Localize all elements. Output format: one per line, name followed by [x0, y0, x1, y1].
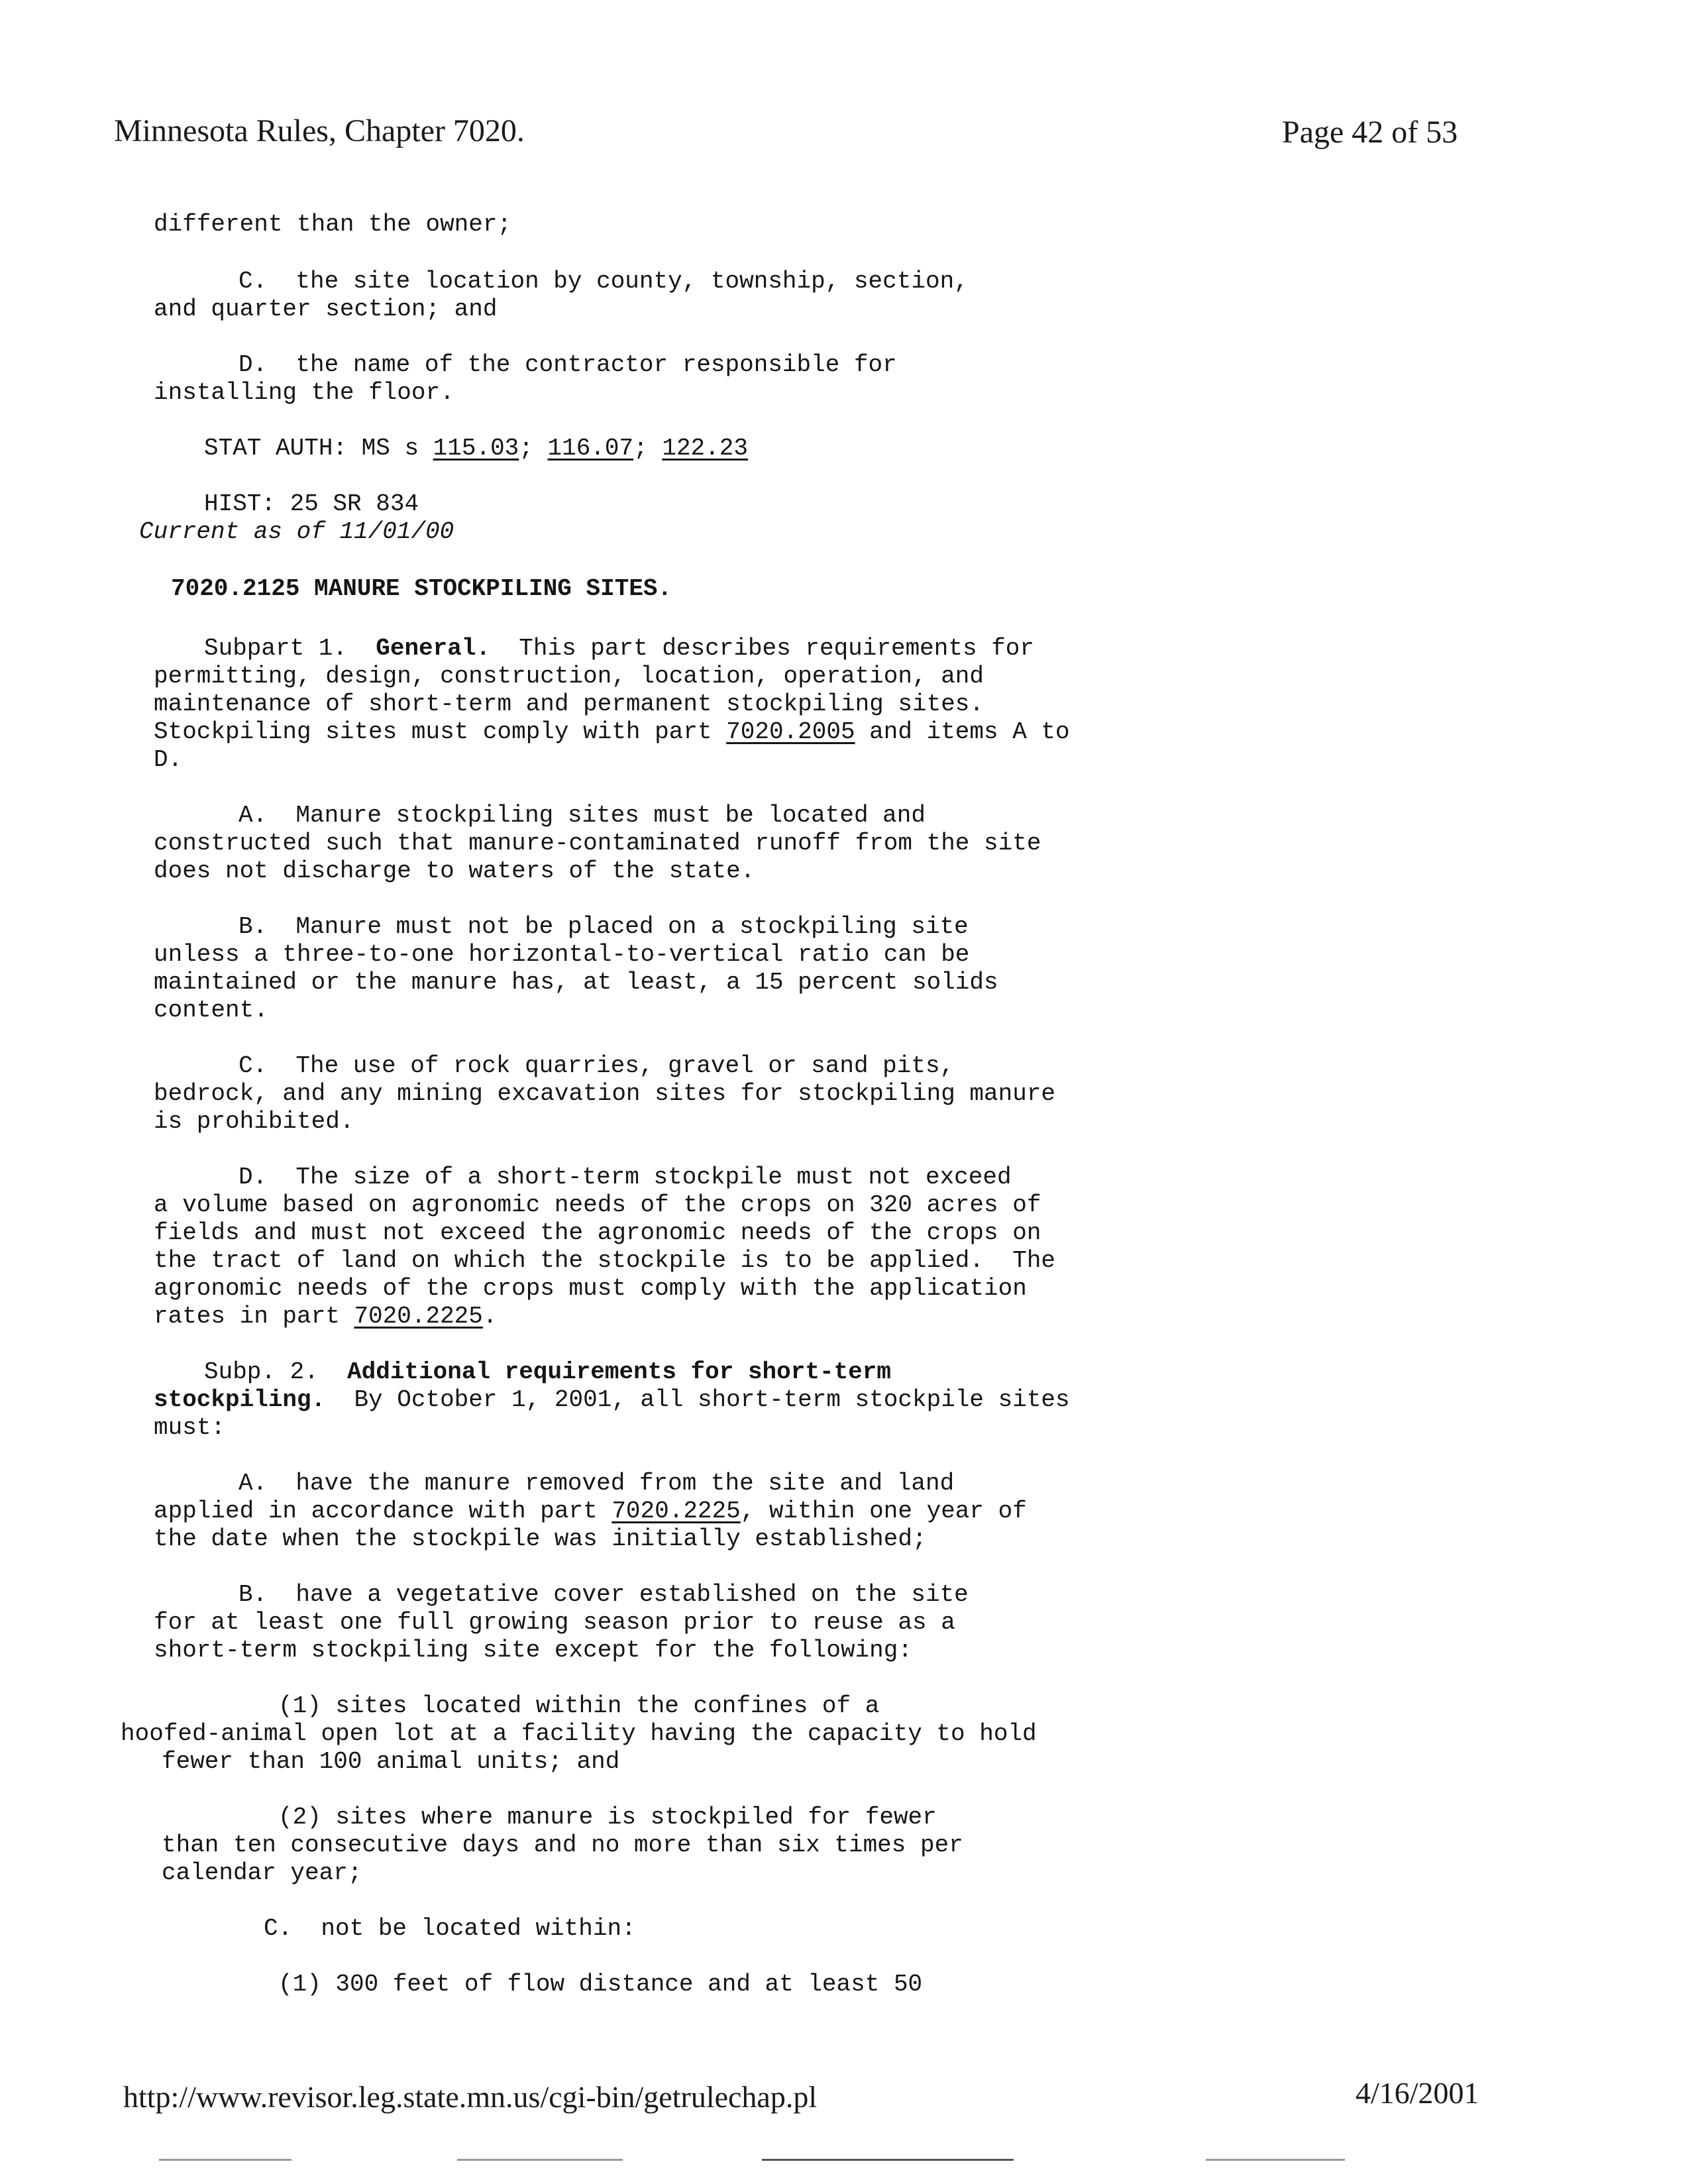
- text: rates in part: [154, 1303, 354, 1330]
- subpart-2-line-2: [154, 1386, 1070, 1414]
- item-b-line-1: B. have a vegetative cover established on the site: [238, 1581, 969, 1608]
- item-a-line-1: A. Manure stockpiling sites must be located and: [238, 802, 926, 829]
- item-c-line-1: C. not be located within:: [264, 1915, 636, 1942]
- stat-auth-label: STAT AUTH: MS s: [204, 435, 433, 462]
- subpart-2-line-3: must:: [154, 1414, 226, 1441]
- item-d-line-6: [154, 1303, 498, 1331]
- text: By October 1, 2001, all short-term stockpile sites: [325, 1386, 1070, 1413]
- scan-noise: [1206, 2159, 1345, 2161]
- subitem-2-line-2: than ten consecutive days and no more than six times per: [162, 1831, 963, 1859]
- rule-link-7020-2225[interactable]: 7020.2225: [354, 1303, 483, 1330]
- subpart-1-title: General.: [376, 635, 491, 662]
- history-line: HIST: 25 SR 834: [204, 490, 419, 518]
- section-heading: 7020.2125 MANURE STOCKPILING SITES.: [171, 575, 672, 602]
- scan-noise: [457, 2159, 623, 2161]
- subpart-1-line-3: maintenance of short-term and permanent stockpiling sites.: [154, 690, 984, 718]
- separator: ;: [519, 435, 548, 462]
- text: and items A to: [855, 718, 1070, 745]
- item-b-line-2: unless a three-to-one horizontal-to-vertical ratio can be: [154, 941, 970, 968]
- item-d-line-2: installing the floor.: [154, 379, 454, 406]
- text: Stockpiling sites must comply with part: [154, 718, 727, 745]
- item-a-line-1: A. have the manure removed from the site and land: [238, 1470, 955, 1497]
- rule-link-7020-2005[interactable]: 7020.2005: [726, 718, 855, 745]
- item-d-line-2: a volume based on agronomic needs of the crops on 320 acres of: [154, 1191, 1041, 1219]
- separator: ;: [633, 435, 662, 462]
- subpart-1-line-1: [204, 635, 1034, 663]
- item-a-line-3: does not discharge to waters of the state.: [154, 857, 755, 885]
- subitem-2-line-1: (2) sites where manure is stockpiled for fewer: [278, 1804, 937, 1831]
- item-d-line-5: agronomic needs of the crops must comply with the application: [154, 1275, 1027, 1302]
- item-d-line-1: D. The size of a short-term stockpile must not exceed: [238, 1164, 1012, 1191]
- item-c-line-1: C. The use of rock quarries, gravel or sand pits,: [238, 1052, 955, 1079]
- item-c-line-1: C. the site location by county, township, section,: [238, 268, 969, 295]
- subpart-1-line-5: D.: [154, 746, 183, 773]
- subitem-1-line-2: hoofed-animal open lot at a facility having the capacity to hold: [121, 1720, 1037, 1747]
- subitem-1-line-3: fewer than 100 animal units; and: [162, 1748, 620, 1775]
- page-number: Page 42 of 53: [1282, 115, 1458, 150]
- item-b-line-1: B. Manure must not be placed on a stockpiling site: [238, 913, 969, 940]
- subpart-2-title: Additional requirements for short-term: [347, 1358, 891, 1386]
- item-a-line-2: [154, 1498, 1027, 1525]
- text: , within one year of: [740, 1498, 1027, 1525]
- stat-auth-line: [204, 435, 748, 463]
- statute-link-122-23[interactable]: 122.23: [662, 435, 748, 462]
- item-d-line-1: D. the name of the contractor responsible for: [238, 351, 897, 378]
- item-d-line-3: fields and must not exceed the agronomic needs of the crops on: [154, 1219, 1041, 1246]
- subpart-1-line-2: permitting, design, construction, location, operation, and: [154, 663, 984, 690]
- item-c-line-2: and quarter section; and: [154, 296, 498, 323]
- statute-link-116-07[interactable]: 116.07: [547, 435, 634, 462]
- item-d-line-4: the tract of land on which the stockpile is to be applied. The: [154, 1247, 1056, 1274]
- footer-url: http://www.revisor.leg.state.mn.us/cgi-bin/getrulechap.pl: [123, 2080, 818, 2114]
- text: applied in accordance with part: [154, 1498, 612, 1525]
- subpart-1-text: This part describes requirements for: [490, 635, 1035, 662]
- subpart-1-line-4: [154, 718, 1070, 746]
- subitem-1-line-1: (1) sites located within the confines of a: [278, 1692, 880, 1720]
- subitem-1-line-1: (1) 300 feet of flow distance and at least 50: [278, 1971, 923, 1998]
- rule-link-7020-2225[interactable]: 7020.2225: [611, 1498, 741, 1525]
- scan-noise: [762, 2159, 1014, 2161]
- subpart-2-title-cont: stockpiling.: [154, 1386, 326, 1413]
- subpart-2-line-1: [204, 1358, 891, 1386]
- current-as-of: Current as of 11/01/00: [139, 518, 454, 545]
- item-c-line-3: is prohibited.: [154, 1108, 354, 1135]
- item-c-line-2: bedrock, and any mining excavation sites for stockpiling manure: [154, 1080, 1056, 1107]
- subpart-1-prefix: Subpart 1.: [204, 635, 376, 662]
- subitem-2-line-3: calendar year;: [162, 1859, 362, 1886]
- subpart-2-prefix: Subp. 2.: [204, 1358, 348, 1386]
- scan-noise: [159, 2159, 292, 2161]
- document-title: Minnesota Rules, Chapter 7020.: [114, 113, 525, 148]
- statute-link-115-03[interactable]: 115.03: [433, 435, 519, 462]
- item-b-line-3: maintained or the manure has, at least, a 15 percent solids: [154, 969, 998, 996]
- footer-date: 4/16/2001: [1355, 2076, 1479, 2110]
- text-line: different than the owner;: [154, 211, 512, 238]
- item-a-line-3: the date when the stockpile was initially established;: [154, 1525, 927, 1553]
- item-b-line-4: content.: [154, 997, 268, 1024]
- item-a-line-2: constructed such that manure-contaminated runoff from the site: [154, 830, 1041, 857]
- item-b-line-3: short-term stockpiling site except for the following:: [154, 1637, 912, 1664]
- item-b-line-2: for at least one full growing season prior to reuse as a: [154, 1609, 955, 1636]
- text: .: [482, 1303, 498, 1330]
